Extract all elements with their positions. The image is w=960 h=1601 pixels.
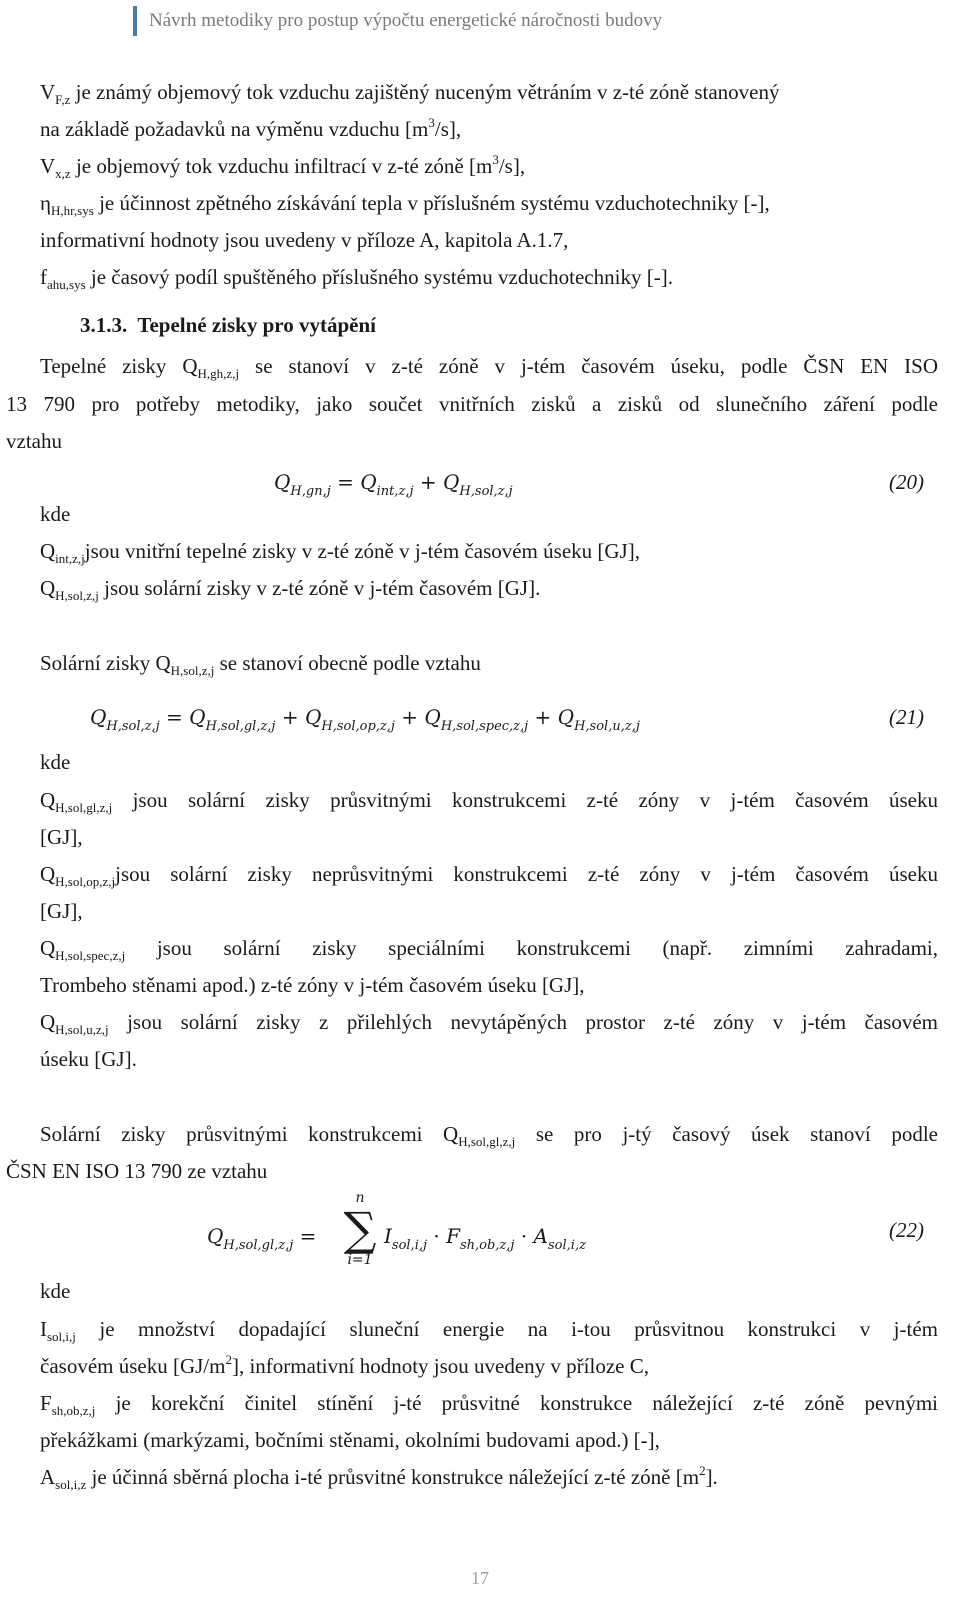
symbol: V [40,154,56,178]
subscript: sh,ob,z,j [459,1238,515,1253]
symbol: Q [40,539,56,563]
subscript: H,hr,sys [50,203,94,218]
def-text: /s], [434,117,462,141]
equation-22-lhs [207,1222,317,1253]
subscript: H,sol,z,j [55,588,99,603]
para1-line2 [6,390,938,418]
subscript: H,sol,u,z,j [55,1022,109,1037]
def-qhsol [40,574,938,602]
kde-label: kde [40,502,71,526]
eq-symbol: I [384,1224,392,1248]
superscript: 2 [699,1463,706,1478]
def-text: na základě požadavků na výměnu vzduchu [m [40,117,429,141]
subscript: H,sol,spec,z,j [55,948,126,963]
subscript: H,sol,spec,z,j [440,719,529,734]
symbol: f [40,265,47,289]
dot-operator: · [427,1224,447,1248]
subscript: H,gh,z,j [197,366,240,381]
header-title: Návrh metodiky pro postup výpočtu energetické náročnosti budovy [149,10,663,31]
def-qu-cont: úseku [GJ]. [40,1047,137,1071]
equals-sign: = [293,1224,317,1248]
def-fahu [40,263,938,291]
superscript: 3 [428,115,435,130]
para-text: Tepelné zisky Q [40,354,198,378]
subscript: H,sol,gl,z,j [55,800,113,815]
def-text: je objemový tok vzduchu infiltrací v z-té zóně [m [75,154,493,178]
def-isol [40,1315,938,1343]
eq-symbol: Q [360,470,377,494]
plus-sign: + [528,705,558,729]
symbol: F [40,1391,52,1415]
subscript: H,sol,gl,z,j [458,1134,516,1149]
def-vxz [40,152,938,180]
para-text: Solární zisky průsvitnými konstrukcemi Q [40,1122,459,1146]
superscript: 2 [225,1352,232,1367]
def-qgl [40,786,938,814]
eq-symbol: Q [557,705,575,729]
para1-line3 [6,427,938,455]
equation-21 [90,703,640,734]
section-heading [80,311,376,339]
equals-sign: = [330,470,361,494]
subscript: H,sol,op,z,j [55,874,116,889]
page-number: 17 [471,1568,489,1588]
def-text: jsou vnitřní tepelné zisky v z-té zóně v j-tém časovém úseku [GJ], [84,539,640,563]
plus-sign: + [275,705,305,729]
running-header [133,6,662,36]
subscript: H,sol,z,j [459,484,513,499]
para-text: Solární zisky Q [40,651,171,675]
def-isol-cont [40,1352,938,1380]
symbol: η [40,191,51,215]
subscript: sol,i,j [391,1238,428,1253]
def-qu [40,1008,938,1036]
subscript: x,z [55,166,71,181]
def-fsh-cont: překážkami (markýzami, bočními stěnami, okolními budovami apod.) [-], [40,1428,660,1452]
kde-label: kde [40,750,71,774]
def-text: je účinnost zpětného získávání tepla v příslušném systému vzduchotechniky [-], [99,191,770,215]
eq-symbol: Q [90,705,107,729]
subscript: int,z,j [55,551,85,566]
subscript: H,sol,u,z,j [574,719,640,734]
subscript: sol,i,z [55,1477,87,1492]
para-text: 13 790 pro potřeby metodiky, jako součet vnitřních zisků a zisků od slunečního záření podle [6,392,938,416]
def-eta-cont [40,226,938,254]
eq-symbol: F [446,1224,460,1248]
eq-symbol: Q [304,705,322,729]
def-text: je množství dopadající sluneční energie na i-tou průsvitnou konstrukci v j-tém [75,1317,938,1341]
para-text: vztahu [6,429,62,453]
def-fsh [40,1389,938,1417]
subscript: H,sol,op,z,j [321,719,395,734]
superscript: 3 [492,152,499,167]
eq-symbol: Q [424,705,441,729]
def-vfz-cont [40,115,938,143]
def-text: jsou solární zisky v z-té zóně v j-tém časovém [GJ]. [98,576,541,600]
symbol: V [40,80,56,104]
subscript: sol,i,j [47,1329,76,1344]
def-text: jsou solární zisky speciálními konstrukcemi (např. zimními zahradami, [125,936,938,960]
eq-symbol: Q [443,470,460,494]
section-number: 3.1.3. [80,313,128,337]
equation-number-20: (20) [889,470,924,494]
summation-sign [340,1190,380,1268]
def-text: jsou solární zisky neprůsvitnými konstrukcemi z-té zóny v j-tém časovém úseku [115,862,938,886]
subscript: H,sol,gl,z,j [223,1238,294,1253]
equation-number-21: (21) [889,705,924,729]
def-text: jsou solární zisky průsvitnými konstrukcemi z-té zóny v j-tém časovém úseku [112,788,938,812]
para2 [40,649,938,677]
plus-sign: + [394,705,425,729]
eq-symbol: Q [274,470,291,494]
para3-line2: ČSN EN ISO 13 790 ze vztahu [6,1159,268,1183]
def-qint [40,537,938,565]
def-qgl-cont: [GJ], [40,825,83,849]
equation-number-22: (22) [889,1218,924,1242]
def-text: informativní hodnoty jsou uvedeny v příloze A, kapitola A.1.7, [40,228,569,252]
eq-symbol: Q [189,705,206,729]
para-text: se stanoví v z-té zóně v j-tém časovém úseku, podle ČSN EN ISO [239,354,938,378]
symbol: Q [40,576,56,600]
def-text: ]. [705,1465,718,1489]
def-text: ], informativní hodnoty jsou uvedeny v příloze C, [231,1354,649,1378]
def-text: je účinná sběrná plocha i-té průsvitné konstrukce náležející z-té zóně [m [86,1465,700,1489]
subscript: ahu,sys [47,277,86,292]
para3-line1 [40,1120,938,1148]
dot-operator: · [514,1224,534,1248]
para1-line1 [40,352,938,380]
symbol: A [40,1465,56,1489]
subscript: sh,ob,z,j [51,1403,96,1418]
para-text: se pro j-tý časový úsek stanoví podle [515,1122,938,1146]
plus-sign: + [413,470,444,494]
subscript: H,sol,z,j [170,663,215,678]
def-text: /s], [498,154,526,178]
kde-label: kde [40,1279,71,1303]
def-text: časovém úseku [GJ/m [40,1354,226,1378]
sum-lower-limit: i=1 [347,1252,373,1268]
symbol: Q [40,862,56,886]
symbol: Q [40,936,56,960]
subscript: int,z,j [376,484,414,499]
equals-sign: = [159,705,190,729]
equation-20 [274,468,513,499]
symbol: Q [40,1010,56,1034]
subscript: sol,i,z [548,1238,586,1253]
def-text: je korekční činitel stínění j-té průsvitné konstrukce náležející z-té zóně pevnými [95,1391,938,1415]
eq-symbol: Q [207,1224,224,1248]
def-vfz [40,78,938,106]
def-qop [40,860,938,888]
subscript: H,sol,gl,z,j [205,719,276,734]
section-title: Tepelné zisky pro vytápění [137,313,376,337]
def-qspec-cont: Trombeho stěnami apod.) z-té zóny v j-tém časovém úseku [GJ], [40,973,585,997]
def-qop-cont: [GJ], [40,899,83,923]
para-text: se stanoví obecně podle vztahu [214,651,481,675]
eq-symbol: A [533,1224,548,1248]
subscript: H,sol,z,j [106,719,160,734]
def-asol [40,1463,938,1491]
sigma-icon: ∑ [343,1202,377,1256]
def-eta [40,189,938,217]
def-qspec [40,934,938,962]
subscript: F,z [55,92,71,107]
symbol: I [40,1317,47,1341]
equation-22-rhs [384,1222,586,1253]
def-text: jsou solární zisky z přilehlých nevytápěných prostor z-té zóny v j-tém časovém [108,1010,938,1034]
subscript: H,gn,j [290,484,331,499]
symbol: Q [40,788,56,812]
sum-upper-limit: n [355,1190,365,1206]
def-text: je známý objemový tok vzduchu zajištěný nuceným větráním v z-té zóně stanovený [75,80,780,104]
def-text: je časový podíl spuštěného příslušného systému vzduchotechniky [-]. [90,265,673,289]
